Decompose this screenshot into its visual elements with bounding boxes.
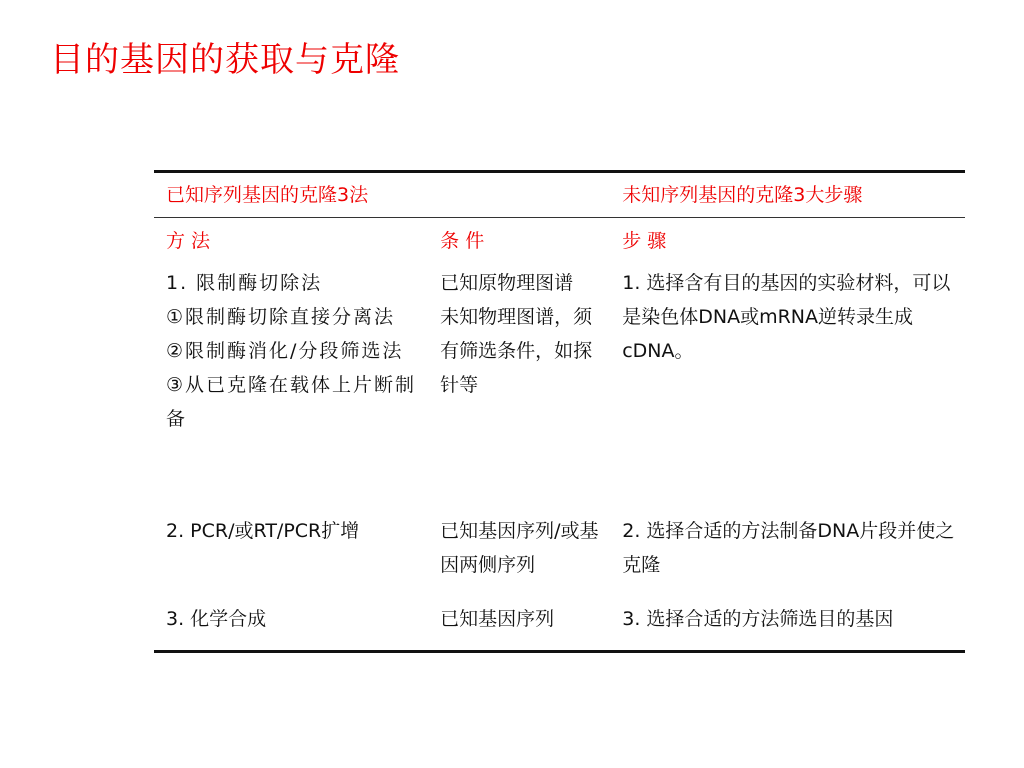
- cell-steps: 3. 选择合适的方法筛选目的基因: [622, 608, 894, 630]
- cell-method: 3. 化学合成: [166, 608, 267, 630]
- table-row: [154, 264, 965, 512]
- cell-condition: 已知基因序列/或基因两侧序列: [440, 520, 599, 576]
- cell-method: 2. PCR/或RT/PCR扩增: [166, 520, 360, 542]
- slide-title: 目的基因的获取与克隆: [50, 40, 400, 80]
- cell-steps: 1. 选择含有目的基因的实验材料，可以是染色体DNA或mRNA逆转录生成cDNA。: [622, 272, 951, 362]
- cloning-methods-table: [154, 170, 965, 653]
- cell-method: 1. 限制酶切除法 ①限制酶切除直接分离法 ②限制酶消化/分段筛选法 ③从已克隆在载体上片断制备: [166, 272, 417, 430]
- subheader-method: 方 法: [166, 230, 211, 252]
- table-subheader-row: [154, 218, 965, 265]
- table-row: [154, 512, 965, 602]
- table-header-row: [154, 172, 965, 218]
- table-row: [154, 602, 965, 652]
- subheader-condition: 条 件: [440, 230, 485, 252]
- cell-condition: 已知原物理图谱 未知物理图谱，须有筛选条件，如探针等: [440, 272, 593, 396]
- subheader-steps: 步 骤: [622, 230, 667, 252]
- cell-condition: 已知基因序列: [440, 608, 555, 630]
- header-unknown-sequence: 未知序列基因的克隆3大步骤: [610, 172, 965, 218]
- cell-steps: 2. 选择合适的方法制备DNA片段并使之克隆: [622, 520, 955, 576]
- header-known-sequence: 已知序列基因的克隆3法: [154, 172, 610, 218]
